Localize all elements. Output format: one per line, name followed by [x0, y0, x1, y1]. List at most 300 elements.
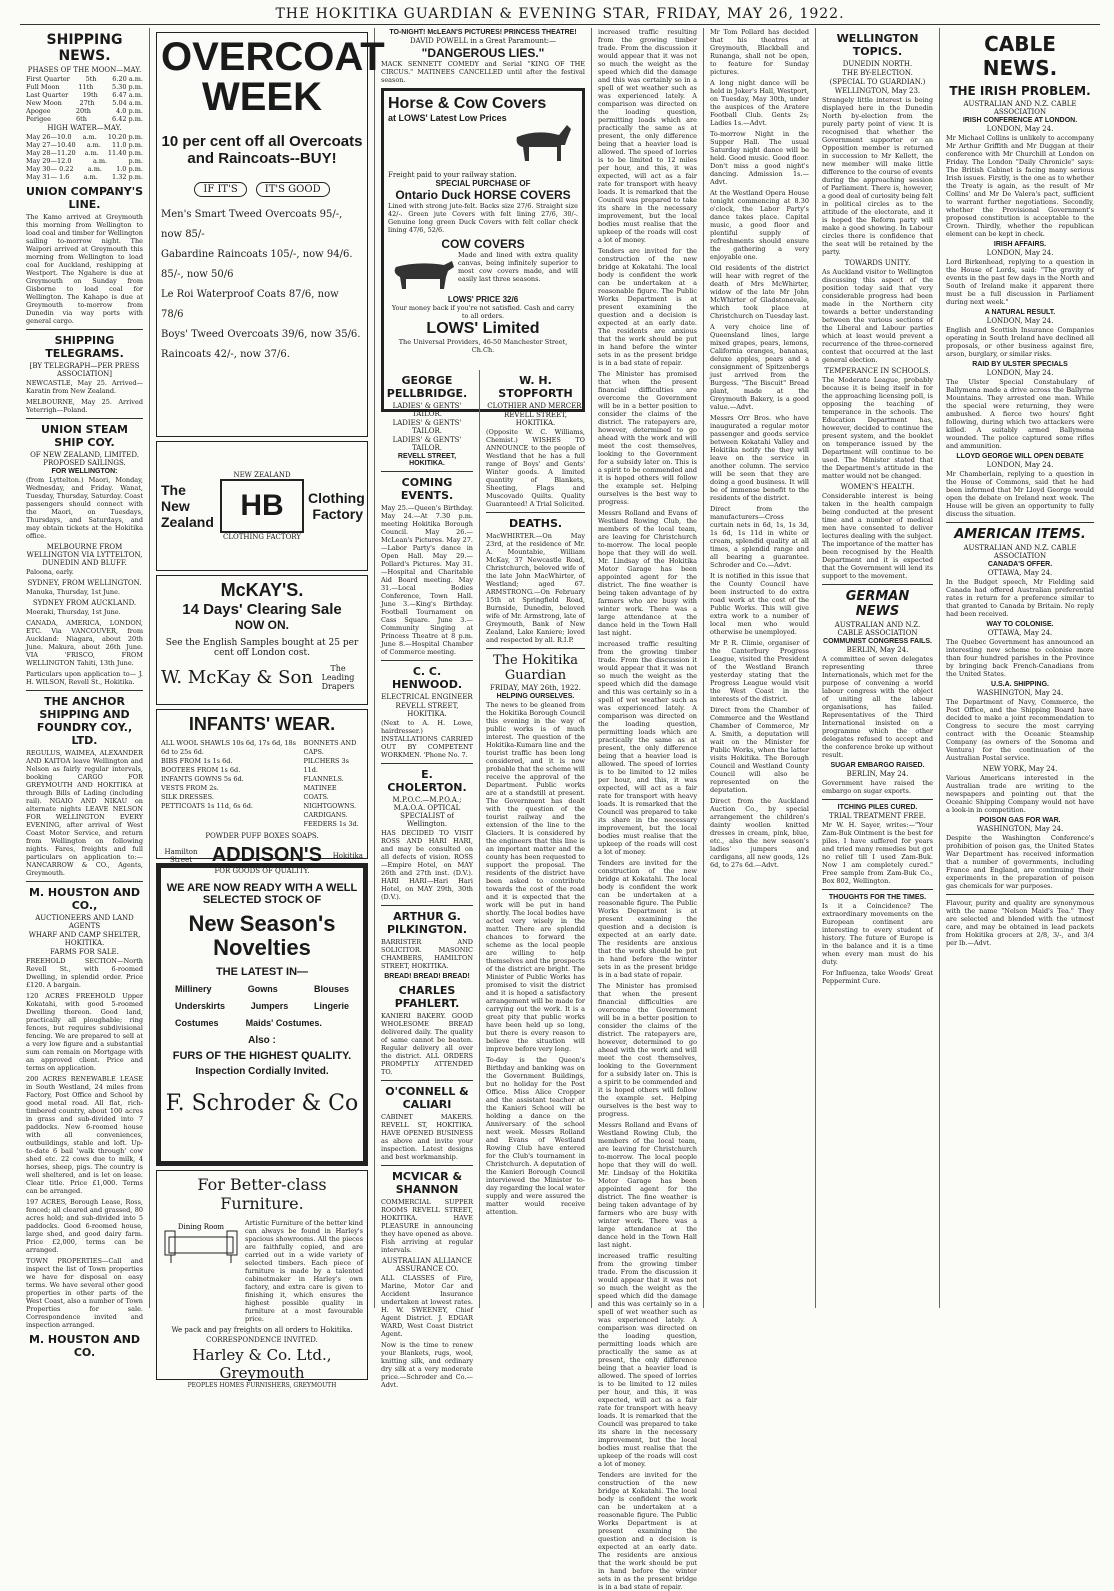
melb-title: MELBOURNE FROM WELLINGTON VIA LYTTELTON, DUNEDIN AND BLUFF.: [26, 543, 143, 567]
usc-title: UNION STEAM SHIP COY.: [40, 423, 129, 449]
pellbridge-addr: REVELL STREET, HOKITIKA.: [397, 453, 457, 467]
furniture-note: We pack and pay freights on all orders to Hokitika.: [171, 1326, 353, 1334]
furniture-corr: CORRESPONDENCE INVITED.: [206, 1336, 318, 1344]
column-business-left: [375, 370, 480, 1389]
infants-powder: POWDER PUFF BOXES SOAPS.: [205, 832, 319, 840]
cow-note: Your money back if you're not satisfied. Cash and carry to all orders.: [391, 304, 575, 320]
sugar-text: Government have raised the embargo on sugar exports.: [822, 779, 933, 795]
infants-item: PETTICOATS 1s 11d, 6s 6d.: [161, 802, 253, 810]
bread: BREAD! BREAD! BREAD!: [384, 973, 470, 980]
natural-date: LONDON, May 24.: [986, 317, 1054, 325]
local-text: To-day is the Queen's Birthday and banking was on the Government Buildings, but no holiday for the Post Office. Miss Alice Cropper and the assistant teacher at the Kanieri School will be holding a dance on the Anniversary of the school next week. Messrs Rolland and Evans of Westland Rowing Club have entered for the Club's tournament in Christchurch. A deputation of the Kanieri Borough Council interviewed the Minister to-day regarding the local water supply and were assured the matter would receive attention.: [486, 1056, 585, 1216]
table-cell: First Quarter: [26, 75, 70, 83]
poison-text: Despite the Washington Conference's prohibition of poison gas, the United States War Department has received information that a number of governments, including France and England, are continuing their experiments in the preparation of poison gas chemicals for war purposes.: [946, 834, 1094, 890]
telegrams-title: SHIPPING TELEGRAMS.: [45, 334, 124, 360]
houston-footer: M. HOUSTON AND CO.: [28, 1333, 141, 1359]
cholerton-sub: M.P.O.C.—M.P.O.A.; M.A.O.A. OPTICAL SPECIALIST of Wellington.: [392, 796, 462, 828]
novelty-item: Costumes: [175, 1018, 219, 1028]
poison-title: POISON GAS FOR WAR.: [979, 817, 1061, 824]
telegram-1: NEWCASTLE, May 25. Arrived—Karatin from New Zealand.: [26, 379, 143, 395]
table-cell: 11.0 p.m.: [111, 141, 143, 149]
table-cell: 4.0 p.m.: [116, 107, 143, 115]
temperance-title: TEMPERANCE IN SCHOOLS.: [824, 367, 931, 375]
stopforth-sub: CLOTHIER AND MERCER.: [487, 402, 584, 410]
cholerton-title: E. CHOLERTON.: [387, 768, 467, 794]
infants-item: SILK DRESSES.: [161, 793, 214, 801]
table-row: [26, 83, 143, 91]
infants-right: [303, 739, 363, 829]
lows-name: LOWS' Limited: [426, 320, 540, 337]
horse-freight: Freight paid to your railway station.: [388, 171, 517, 179]
wtopics-date: WELLINGTON, May 23.: [834, 87, 921, 95]
canada-date: OTTAWA, May 24.: [987, 569, 1053, 577]
column-editorial: [480, 370, 592, 1308]
divider: [486, 648, 585, 649]
table-cell: 19th: [82, 91, 98, 99]
temperance-text: The Moderate League, probably because it is being itself in for the approaching licensing poll, is opposing the teaching of temperance in the schools. The Education Department has, however, decided to continue the present system, and the booklet on temperance issued by the Department will continue to be used. The Minister stated that the Department's attitude in the matter would not be changed.: [822, 376, 933, 480]
addison-sub: FOR GOODS OF QUALITY.: [214, 867, 310, 875]
novelties-row: [175, 1018, 349, 1029]
farms-heading: FARMS FOR SALE.: [50, 948, 119, 956]
table-cell: a.m.: [82, 133, 97, 141]
affairs-date: LONDON, May 24.: [986, 249, 1054, 257]
lloyd-date: LONDON, May 24.: [986, 461, 1054, 469]
deaths-text: MacWHIRTER.—On May 23rd, at the residence of Mr. A. Mountabie, William McKay, 37 Newcastle Road, Christchurch, beloved wife of the late John MacWhirter, of Westland; aged 67. ARMSTRONG.—On February 15th at Springfield Road, Burnside, Dunedin, beloved wife of Mr. Armstrong, late of Greymouth, Bank of New Zealand, Lake Kaniere; loved and respected by all. R.I.P.: [486, 532, 585, 644]
table-cell: May 30— 0.22: [26, 165, 74, 173]
divider: [381, 905, 473, 906]
tailor: LADIES' & GENTS' TAILOR.: [392, 402, 462, 418]
colonise-title: WAY TO COLONISE.: [986, 621, 1054, 628]
mckay-footer: [161, 664, 363, 691]
infants-ad: [156, 709, 368, 875]
column-wellington: [816, 28, 940, 1308]
news-paragraph: Mr Tom Pollard has decided that his theatres at Greymouth, Blackball and Runanga, shall not be open, to feature for Sunday pictures.: [710, 28, 809, 76]
german-sub: AUSTRALIAN AND N.Z. CABLE ASSOCIATION: [834, 621, 921, 637]
hb-logo: HB: [220, 479, 304, 533]
news-paragraph: Direct from the Chamber of Commerce and the Westland Chamber of Commerce, Mr A. Smith, a deputation will wait on the Minister for Public Works, when the latter visits Hokitika. The Borough Council and Westland County Council will also be represented on the deputation.: [710, 706, 809, 794]
table-cell: 1.0 p.m.: [116, 165, 143, 173]
table-cell: 5th: [85, 75, 97, 83]
raid-title: RAID BY ULSTER SPECIALS: [972, 361, 1068, 368]
table-cell: Last Quarter: [26, 91, 69, 99]
american-sub: AUSTRALIAN AND N.Z. CABLE ASSOCIATION: [963, 544, 1077, 560]
novelty-item: Lingerie: [313, 1001, 349, 1011]
colonise-text: The Quebec Government has announced an interesting new scheme to colonise more than four hundred parishes in the Province by bringing back French-Canadians from the United States.: [946, 638, 1094, 678]
tide-table: [26, 133, 143, 181]
news-paragraph: The Minister has promised that when the present financial difficulties are overcome the Government will be in a better position to consider the claims of the district. The ratepayers are, however, determined to go ahead with the work and will meet the cost themselves, looking to the Government for a subsidy later on. This is a spirit to be commended and it is hoped others will follow the example set. Helping ourselves is the best way to progress.: [598, 370, 697, 506]
horse-ad: [381, 88, 585, 412]
leader-text: The news to be gleaned from the Hokitika Borough Council this evening in the way of public works is of much interest. The question of the Hokitika-Kumara line and the tourist traffic has been long considered, and it is now probable that the scheme will receive the approval of the Department. Public works are at a standstill at present. The Government has dealt with the question of the tourist railway and the extension of the line to the Glaciers. It is considered by the engineers that this line is an important matter and the county has been requested to support the proposal. The residents of the district have been asked to contribute towards the cost of the road and it is expected that the work will be put in hand shortly. The local bodies have acted very wisely in the matter. There are splendid chances to forward the scheme as the local people are willing to help themselves and the prospects of the district are bright. The Minister of Public Works has promised to visit the district and it is hoped a satisfactory arrangement will be made for carrying out the work. It is a great pity that public works have been held up so long, but there is every reason to believe the situation will improve before very long.: [486, 701, 585, 1053]
overcoat-title-1: OVERCOAT: [161, 35, 385, 79]
addison-right: Hokitika: [332, 851, 363, 860]
overcoat-title-2: WEEK: [202, 75, 322, 119]
paper-title: The Hokitika Guardian: [492, 653, 579, 683]
harley: Harley & Co. Ltd., Greymouth: [192, 1346, 332, 1382]
infants-left: [161, 739, 303, 829]
canada-text: CANADA, AMERICA, LONDON, ETC. Via VANCOUVER, from Auckland: Niagara, about 20th June. Makura, about 26th June. VIA 'FRISCO, FROM WELLINGTON Tahiti, 13th June.: [26, 619, 143, 667]
mckay-drapers: The Leading Drapers: [321, 664, 355, 691]
table-cell: May 26—10.0: [26, 133, 72, 141]
table-row: [26, 149, 143, 157]
mckay-title: McKAY'S.: [220, 580, 304, 600]
infants-item: FEEDERS 1s 3d.: [303, 820, 359, 828]
colonise-date: OTTAWA, May 24.: [987, 629, 1053, 637]
infants-item: INFANTS GOWNS 5s 6d.: [161, 775, 244, 783]
mcvicar-text: COMMERCIAL SUPPER ROOMS REVELL STREET, HOKITIKA. HAVE PLEASURE in announcing they have opened as above. Fish arriving at regular intervals.: [381, 1198, 473, 1254]
footer-note: Now is the time to renew your Blankets, rugs, wool, knitting silk, and ordinary dry silk at a very moderate price.—Schroder and Co.—Advt.: [381, 1341, 473, 1389]
infants-item: BIBS FROM 1s 1s 6d.: [161, 757, 233, 765]
infants-item: NIGHTGOWNS.: [303, 802, 357, 810]
sugar-date: BERLIN, May 24.: [846, 770, 909, 778]
cow-text: Made and lined with extra quality canvas, being infinitely superior to most cow covers made, and will easily last three seasons.: [458, 251, 578, 283]
irish-sub: AUSTRALIAN AND N.Z. CABLE ASSOCIATION: [963, 100, 1077, 116]
shipping-title: U.S.A. SHIPPING.: [991, 681, 1049, 688]
itching-sub: TRIAL TREATMENT FREE.: [829, 812, 926, 820]
novelties-invite: Inspection Cordially Invited.: [195, 1066, 329, 1077]
usc-wellington: FOR WELLINGTON:: [51, 468, 118, 475]
table-cell: a.m.: [83, 173, 98, 181]
alliance-title: AUSTRALIAN ALLIANCE ASSURANCE CO.: [381, 1257, 473, 1273]
news-paragraph: Direct from the manufacturers—Cross curtain nets in 6d, 1s, 1s 3d, 1s 6d, 1s 11d in white or cream, splendid quality at all times, a splendid range and all bearing a guarantee. Schroder and Co.—Advt.: [710, 505, 809, 569]
column-news-b: [704, 28, 816, 1308]
lloyd-title: LLOYD GEORGE WILL OPEN DEBATE: [956, 453, 1084, 460]
column-news-a: [592, 28, 704, 1591]
affairs-text: Lord Birkenhead, replying to a question in the House of Lords, said: "The gravity of events in the past few days in the North and South of Ireland make it apparent there must be a full discussion in Parliament during next week.": [946, 258, 1094, 306]
henwood-addr: REVELL STREET, HOKITIKA.: [395, 702, 459, 718]
news-paragraph: Messrs Rolland and Evans of Westland Rowing Club, the members of the local team, are leaving for Christchurch to-morrow. The local people hope that they will do well. Mr. Lindsay of the Hokitika Motor Garage has been appointed agent for the district. The fine weather is being taken advantage of by farmers who are busy with winter work. There was a large attendance at the dance held in the Town Hall last night.: [598, 509, 697, 637]
cow-title: COW COVERS: [441, 237, 525, 251]
overcoat-item: 85/-, now 50/6: [161, 269, 234, 280]
henwood-title: C. C. HENWOOD.: [391, 665, 463, 691]
table-cell: Perigee: [26, 115, 51, 123]
novelty-item: Maids' Costumes.: [245, 1018, 322, 1028]
horse-icon: [507, 117, 577, 167]
pfahlert-text: KANIERI BAKERY. GOOD WHOLESOME BREAD delivered daily. The quality of same cannot be beaten. Regular delivery all over the district. ALL ORDERS PROMPTLY ATTENDED TO.: [381, 1012, 473, 1076]
divider: [381, 471, 473, 472]
american-title: AMERICAN ITEMS.: [954, 527, 1086, 542]
sugar-title: SUGAR EMBARGO RAISED.: [830, 762, 925, 769]
raid-text: The Ulster Special Constabulary of Ballymena made a drive across the Ballyrne Mountains. They arrested one man. While the special were returning, they were ambushed. A fierce two hours' fight following, during which two attackers were killed. A suitably armed Ballymena wounded. The police captured some rifles and ammunition.: [946, 378, 1094, 450]
tailor: LADIES' & GENTS' TAILOR.: [392, 436, 462, 452]
table-cell: 1.32 p.m.: [112, 173, 143, 181]
natural-text: English and Scottish Insurance Companies operating in South Ireland have declined all proposals, or other business against fire, arson, burglary, or similar risks.: [946, 326, 1094, 358]
divider: [822, 584, 933, 585]
addison-name: ADDISON'S: [211, 844, 323, 866]
divider: [946, 894, 1094, 895]
news-paragraph: Tenders are invited for the construction of the new bridge at Kokatahi. The local body is confident the work can be undertaken at a reasonable figure. The Public Works Department is at present examining the question and a decision is expected at an early date. The residents are anxious that the work should be put in hand before the winter sets in as the present bridge is in a bad state of repair.: [598, 247, 697, 367]
overcoat-tag-left: IF IT'S: [194, 182, 246, 197]
novelties-intro: WE ARE NOW READY WITH A WELL SELECTED STOCK OF: [166, 882, 358, 906]
sofa-icon: [161, 1219, 241, 1269]
affairs-title: IRISH AFFAIRS.: [993, 241, 1047, 248]
table-row: [26, 133, 143, 141]
pilkington-title: ARTHUR G. PILKINGTON.: [386, 910, 468, 936]
schroder: F. Schroder & Co: [165, 1091, 359, 1116]
anchor-text: REGULUS, WAIMEA, ALEXANDER AND KAITOA leave Wellington and Nelson as fairly regular intervals, booking CARGO FOR GREYMOUTH AND HOKITIKA at through Bills of Lading (including rail). NGAIO AND NIKAU on alternate nights LEAVE NELSON FOR WELLINGTON EVERY EVENING, after arrival of West Coast Motor Service, and return from Wellington on following nights. Fares, freights and full particulars on application to:— NANCARROW & CO., Agents, Greymouth.: [26, 749, 143, 877]
irish-head: IRISH CONFERENCE AT LONDON.: [962, 117, 1078, 124]
table-cell: 11.40 p.m.: [107, 149, 143, 157]
addison-left: Hamilton Street: [164, 847, 198, 864]
divider: [26, 329, 143, 330]
tide-title: HIGH WATER—MAY.: [47, 124, 122, 132]
table-cell: p.m.: [128, 157, 143, 165]
poison-date: WASHINGTON, May 24.: [976, 825, 1064, 833]
coming-title: COMING EVENTS.: [400, 476, 454, 502]
wtopics-byelection: THE BY-ELECTION.: [842, 69, 913, 77]
table-cell: 20th: [75, 107, 91, 115]
news-paragraph: Old residents of the district will hear with regret of the death of Mrs McWhirter, widow of the late Mr John McWhirter of Gladstonevale, which took place at Christchurch on Tuesday last.: [710, 264, 809, 320]
mckay-ad: [156, 575, 368, 705]
pictures-text: DAVID POWELL in a Great Paramount:—: [409, 37, 557, 45]
infants-item: BOOTEES FROM 1s 6d.: [161, 766, 241, 774]
table-cell: May 28—11.20: [26, 149, 76, 157]
mckay-sale: 14 Days' Clearing Sale: [182, 601, 342, 618]
furniture-title: For Better-class Furniture.: [197, 1175, 327, 1213]
news-paragraph: Messrs Orr Bros. who have inaugurated a regular motor passenger and goods service between Kokatahi Valley and Hokitika notify the they will leave on the service in another column. The service will be seen that they are doing a good business. It will be of immense benefit to the residents of the district.: [710, 414, 809, 502]
auckland-text: Moeraki, Thursday, 1st June.: [26, 608, 121, 616]
henwood-text: (Next to A. H. Lowe, hairdresser.) INSTALLATIONS CARRIED OUT BY COMPETENT WORKMEN. 'Phone No. 7.: [381, 719, 473, 759]
harley-sub: PEOPLES HOMES FURNISHERS, GREYMOUTH: [187, 1382, 337, 1389]
mckay-text: See the English Samples bought at 25 per cent off London cost.: [165, 638, 359, 658]
overcoat-headline: 10 per cent off all Overcoats and Raincoats--BUY!: [161, 133, 363, 167]
acres197-text: 197 ACRES, Borough Lease, Ross, fenced; all cleared and grassed, 80 acres hold; and sub-divided into 5 paddocks. Good 6-roomed house, large shed, and good dairy farm. Price £2,000, terms can be arranged.: [26, 1198, 143, 1254]
thoughts-footer: For Influenza, take Woods' Great Peppermint Cure.: [822, 969, 933, 985]
news-paragraph: Tenders are invited for the construction of the new bridge at Kokatahi. The local body is confident the work can be undertaken at a reasonable figure. The Public Works Department is at present examining the question and a decision is expected at an early date. The residents are anxious that the work should be put in hand before the winter sets in as the present bridge is in a bad state of repair.: [598, 1471, 697, 1591]
oconnell-title: O'CONNELL & CALIARI: [385, 1085, 469, 1111]
auckland-title: SYDNEY FROM AUCKLAND.: [32, 599, 137, 607]
overcoat-item: Men's Smart Tweed Overcoats 95/-, now 85/-: [161, 209, 343, 240]
itching-text: Mr W. H. Sayer, writes:—"Your Zam-Buk Ointment is the best for piles. I have suffered for years and tried many remedies but got no relief till I used Zam-Buk. Now I am completely cured." Free sample from Zam-Buk Co., Box 802, Wellington.: [822, 821, 933, 885]
canada-title: CANADA'S OFFER.: [987, 561, 1053, 568]
news-paragraph: Mr P. R. Climie, organiser of the Canterbury Progress League, visited the President of the Westland Branch yesterday stating that the Progress League would visit the West Coast in the interests of the district.: [710, 639, 809, 703]
stopforth-title: W. H. STOPFORTH: [498, 374, 573, 400]
table-cell: May 29—12.0: [26, 157, 72, 165]
hb-left: The New Zealand: [161, 482, 214, 530]
wtopics-unity: TOWARDS UNITY.: [844, 259, 911, 267]
novelty-item: Blouses: [313, 984, 349, 994]
oconnell-text: CABINET MAKERS. REVELL ST, HOKITIKA. HAVE OPENED BUSINESS as above and invite your inspection. Latest designs and best workmanship.: [381, 1113, 473, 1161]
table-cell: 11th: [78, 83, 94, 91]
novelties-title: New Season's Novelties: [188, 911, 336, 960]
itching-title: ITCHING PILES CURED.: [837, 804, 918, 811]
table-row: [26, 99, 143, 107]
coming-text: May 25.—Queen's Birthday. May 24.—At 7.30 p.m. meeting Hokitika Borough Council. May 26.—McLean's Pictures. May 27.—Labor Party's dance in Open Hall. May 29.—Pollard's Pictures. May 31.—Hospital and Charitable Aid Board meeting. May 31.—Local Bodies Conference, Town Hall. June 3.—King's Birthday. Football Tournament on Cass Square. June 3.—Community Singing at Princess Theatre at 8 p.m. June 8.—Hospital Chamber of Commerce meeting.: [381, 504, 473, 656]
usc-sub: OF NEW ZEALAND, LIMITED. PROPOSED SAILINGS.: [30, 451, 139, 467]
table-cell: a.m.: [92, 157, 108, 165]
pilkington-text: BARRISTER AND SOLICITOR. MASONIC CHAMBERS, HAMILTON STREET, HOKITIKA.: [381, 938, 473, 970]
table-cell: 5.30 p.m.: [111, 83, 143, 91]
table-cell: 5.04 a.m.: [112, 99, 143, 107]
overcoat-item: Le Roi Waterproof Coats 87/6, now 78/6: [161, 289, 339, 320]
divider: [26, 418, 143, 419]
table-cell: a.m.: [84, 149, 99, 157]
horse-lined: Lined with strong jute-felt. Backs size 27/6. Straight size 42/-. Green jute Covers with felt lining 27/6, 30/-. Genuine long green Duck Covers with felt collar check lining 47/6, 52/6.: [388, 202, 578, 234]
news-paragraph: To-morrow Night in the Supper Hall. The usual Saturday night dance will be held. Good music. Good floor. Don't miss a good night's dancing. Admission 1s.—Advt.: [710, 130, 809, 186]
table-cell: a.m.: [87, 165, 102, 173]
freehold-text: FREEHOLD SECTION—North Revell St., with 6-roomed Dwelling, in splendid order. Price £120. A bargain.: [26, 957, 143, 989]
table-cell: May 31— 1.6: [26, 173, 70, 181]
pictures-more: MACK SENNETT COMEDY and Serial "KING OF THE CIRCUS." MATINEES CANCELLED until after the festival season.: [381, 60, 585, 84]
novelties-ad: [156, 863, 368, 1166]
hb-ad: [156, 441, 368, 571]
overcoat-item: Gabardine Raincoats 105/-, now 94/6.: [161, 249, 353, 260]
moon-title: PHASES OF THE MOON—MAY.: [27, 66, 142, 74]
acres120-text: 120 ACRES FREEHOLD Upper Kokatahi, with good 5-roomed Dwelling thereon. Good land, practically all ploughable; ring fences, but requires subdivisional fencing. We are prepared to sell at a very low figure and a substantial sum can remain on Mortgage with an approved client. Price and terms on application.: [26, 992, 143, 1072]
news-paragraph: Direct from the Auckland Auction Co., by special arrangement the children's dainty woollen knitted dresses in cream, pink, blue, etc., also the new season's ladies' jumpers and cardigans, all new goods, 12s 6d, to 27s 6d.—Advt.: [710, 797, 809, 869]
pfahlert-title: CHARLES PFAHLERT.: [394, 984, 460, 1010]
cholerton-text: HAS DECIDED TO VISIT ROSS AND HARI HARI, and may be consulted on all defects of vision. ROSS—Empire Hotel, on MAY 26th and 27th inst. (D.V.). HARI HARI—Hari Hari Hotel, on MAY 29th, 30th (D.V.).: [381, 829, 473, 901]
table-cell: 10.20 p.m.: [107, 133, 143, 141]
women-title: WOMEN'S HEALTH.: [840, 483, 915, 491]
table-cell: New Moon: [26, 99, 62, 107]
divider: [822, 799, 933, 800]
mcvicar-title: MCVICAR & SHANNON: [391, 1170, 463, 1196]
infants-item: BONNETS AND CAPS.: [303, 739, 357, 756]
news-paragraph: increased traffic resulting from the growing timber trade. From the discussion it would appear that it was not so much the weight as the speed which did the damage and this was certainly so in a spell of wet weather such as was experienced lately. A comparison was directed on the loading question, permitting loads which are practically the same as at present, the only difference being that a heavier load is allowed. The speed of lorries is to be limited to 12 miles per hour, and this, it was expected, will act as a fair rate for transport with heavy loads. It is remarked that the Council was prepared to take its share in the necessary improvement, but the local bodies must realise that the upkeep of the roads will cost a lot of money.: [598, 640, 697, 856]
overcoat-tag: [161, 177, 363, 199]
lows-sub: The Universal Providers, 46-50 Manchester Street, Ch.Ch.: [398, 338, 568, 354]
novelties-also: Also :: [248, 1035, 276, 1046]
novelties-latest: THE LATEST IN—: [215, 966, 309, 978]
particulars: Particulars upon application to— J. H. WILSON, Revell St., Hokitika.: [26, 670, 143, 686]
anchor-title: THE ANCHOR SHIPPING AND FOUNDRY COY., LTD.: [36, 695, 133, 747]
column-cable: [940, 28, 1100, 1308]
shipping-text: The Department of Navy, Commerce, the Post Office, and the Shipping Board have decided to make a joint recommendation to Congress to secure the most carrying contract with the Oceanic Steamship Company (as owners of the Sonoma and Ventura) for the continuation of the Australian Postal service.: [946, 698, 1094, 762]
deaths-title: DEATHS.: [508, 517, 563, 530]
alliance-text: ALL CLASSES of Fire, Marine, Motor Car and Accident Insurance undertaken at lowest rates. H. W. SWEENEY, Chief Agent District. J. EDGAR WARD, West Coast District Agent.: [381, 1274, 473, 1338]
paper-date: FRIDAY, MAY 26th, 1922.: [490, 684, 581, 692]
lloyd-text: Mr Chamberlain, replying to a question in the House of Commons, said that he had been informed that Mr Lloyd George would open the debate on Ireland next week. The House will be given an opportunity to fully discuss the situation.: [946, 470, 1094, 518]
novelty-item: Gowns: [247, 984, 278, 994]
horse-title: Horse & Cow Covers: [388, 95, 547, 112]
novelties-furs: FURS OF THE HIGHEST QUALITY.: [172, 1050, 352, 1062]
moon-table: [26, 75, 143, 123]
irish-text: Mr Michael Collins is unlikely to accompany Mr Arthur Griffith and Mr Duggan at their conference with Mr Churchill at London on Friday. The London "Daily Chronicle" says: The British Cabinet is facing many serious Irish issues. Firstly, is the one as to whether the Treaty is again, as the result of Mr Collins' and Mr De Valera's pact, sufficient to warrant further negotiations. Secondly, whether the Provisional Government's proposed constitution is acceptable to the Crown. Thirdly, whether the republican element can be kept in check.: [946, 134, 1094, 238]
wtopics-title: WELLINGTON TOPICS.: [836, 32, 919, 58]
divider: [822, 889, 933, 890]
news-paragraph: At the Westland Opera House tonight commencing at 8.30 o'clock, the Labor Party's dance takes place. Capital music, a good floor and plentiful supply of refreshments should ensure the gathering a very enjoyable one.: [710, 189, 809, 261]
shipping-title: SHIPPING NEWS.: [46, 32, 123, 64]
infants-item: PILCHERS 3s 11d.: [303, 757, 350, 774]
infants-lists: [161, 739, 363, 829]
infants-title: INFANTS' WEAR.: [188, 714, 336, 734]
irish-date: LONDON, May 24.: [986, 125, 1054, 133]
divider: [381, 1165, 473, 1166]
congress-title: COMMUNIST CONGRESS FAILS.: [823, 638, 932, 645]
pictures-head: TO-NIGHT! McLEAN'S PICTURES! PRINCESS THEATRE!: [389, 29, 577, 36]
union-title: UNION COMPANY'S LINE.: [26, 185, 144, 211]
hb-sub: CLOTHING FACTORY: [223, 533, 301, 541]
usc-text: (from Lyttelton.) Maori, Monday, Wednesday, and Friday. Wanat, Tuesday, Thursday, Saturday. Coast passengers should connect with the Maori, on Tuesdays, Thursdays, and Saturdays, and may obtain tickets at the Hokitika office.: [26, 476, 143, 540]
divider: [946, 522, 1094, 523]
table-cell: 6.42 p.m.: [112, 115, 143, 123]
wtopics-text: Strangely little interest is being displayed here in the Dunedin North by-election from the purely party point of view. It is recognised that whether the Government supporter or an Opposition member is returned in succession to Mr Kellett, the new member will make little difference to the course of events during the approaching session of Parliament. There is, however, a good deal of curiosity being felt in political circles as to the attitude of the electorate, and it is hoped the Reform party will make a good showing. In Labour circles there is confidence that the seat will be retained by the party.: [822, 96, 933, 256]
table-cell: May 27—10.40: [26, 141, 76, 149]
divider: [381, 1080, 473, 1081]
henwood-sub: ELECTRICAL ENGINEER: [381, 693, 473, 701]
infants-item: ALL WOOL SHAWLS 10s 6d, 17s 6d, 18s 6d to 25s 6d.: [161, 739, 296, 756]
telegrams-sub: [BY TELEGRAPH—PER PRESS ASSOCIATION]: [29, 362, 140, 378]
horse-special: SPECIAL PURCHASE OF: [435, 179, 531, 188]
table-row: [26, 115, 143, 123]
news-paragraph: increased traffic resulting from the growing timber trade. From the discussion it would appear that it was not so much the weight as the speed which did the damage and this was certainly so in a spell of wet weather such as was experienced lately. A comparison was directed on the loading question, permitting loads which are practically the same as at present, the only difference being that a heavier load is allowed. The speed of lorries is to be limited to 12 miles per hour, and this, it was expected, will act as a fair rate for transport with heavy loads. It is remarked that the Council was prepared to take its share in the necessary improvement, but the local bodies must realise that the upkeep of the roads will cost a lot of money.: [598, 1252, 697, 1468]
news-paragraph: Tenders are invited for the construction of the new bridge at Kokatahi. The local body is confident the work can be undertaken at a reasonable figure. The Public Works Department is at present examining the question and a decision is expected at an early date. The residents are anxious that the work should be put in hand before the winter sets in as the present bridge is in a bad state of repair.: [598, 859, 697, 979]
news-paragraph: A long night dance will be held in Joker's Hall, Westport, on Tuesday, May 30th, under the auspices of the Aratere Football Club. Gents 2s; Ladies 1s.—Advt.: [710, 79, 809, 127]
shipping-date: WASHINGTON, May 24.: [976, 689, 1064, 697]
table-row: [26, 107, 143, 115]
novelties-row: [175, 1001, 349, 1012]
column-ads: [150, 28, 385, 1389]
union-text: The Kamo arrived at Greymouth this morning from Wellington to load coal and timber for Wellington sailing to-morrow night. The Waipori arrived at Greymouth this morning from Wellington to load coal for Auckland, reshipping at Westport. The Ngahere is due at Greymouth on Sunday from Gisborne to load coal for Wellington. The Kahapo is due at Greymouth to-morrow from Dunedin via way ports with general cargo.: [26, 213, 143, 325]
table-row: [26, 157, 143, 165]
telegram-2: MELBOURNE, May 25. Arrived Yeterrigh—Poland.: [26, 398, 143, 414]
mckay-now: NOW ON.: [235, 618, 289, 632]
wtopics-sub: DUNEDIN NORTH.: [842, 60, 913, 68]
hb-banner: NEW ZEALAND: [233, 471, 291, 479]
column-shipping: [20, 28, 150, 1359]
town-text: TOWN PROPERTIES—Call and inspect the list of Town properties we have for disposal on easy terms. We have several other good properties in other parts of the West Coast, also a number of Town Properties for sale. Correspondence invited and inspection arranged.: [26, 1257, 143, 1329]
furniture-body: [161, 1219, 363, 1326]
furniture-text: Artistic Furniture of the better kind can always be found in Harley's spacious showrooms. All the pieces are faithfully copied, and are carried out in a wide variety of selected timbers. Each piece of furniture is made by a talented cabinetmaker in Harley's own factory, and extra care is given to finishing it, which ensures the highest possible quality in furniture at a most favourable price.: [245, 1219, 363, 1323]
furniture-ad: [156, 1170, 368, 1389]
houston-sub: AUCTIONEERS AND LAND AGENTS: [35, 914, 134, 930]
infants-item: MATINEE COATS.: [303, 784, 337, 801]
pellbridge-title: GEORGE PELLBRIDGE.: [386, 374, 468, 400]
novelty-item: Underskirts: [175, 1001, 226, 1011]
news-paragraph: It is notified in this issue that the County Council have been instructed to do extra road work at the cost of the Public Works. This will give extra work to a number of local men who would otherwise be unemployed.: [710, 572, 809, 636]
tailor: LADIES' & GENTS' TAILOR.: [392, 419, 462, 435]
cow-price: LOWS' PRICE 32/6: [447, 295, 519, 304]
overcoat-item: Raincoats 42/-, now 37/6.: [161, 349, 290, 360]
divider: [486, 512, 585, 513]
acres200-text: 200 ACRES RENEWABLE LEASE in South Westland, 24 miles from Factory, Post Office and School by good metal road. All flat, rich-timbered country, about 100 acres in grass and sub-divided into 7 paddocks. New 6-roomed house with all conveniences, outbuildings, stable and loft. Up-to-date 6 bail 'walk through' cow shed etc. 22 cows due to milk, 4 horses, sheep, pigs. The country is well sheltered, and is let on lease. Clear title. Price £1,000. Terms can be arranged.: [26, 1075, 143, 1195]
sydney-text: Manuka, Thursday, 1st June.: [26, 588, 121, 596]
thoughts-title: THOUGHTS FOR THE TIMES.: [828, 894, 927, 901]
congress-date: BERLIN, May 24.: [846, 646, 909, 654]
footer-text: Flavour, purity and quality are synonymous with the name "Nelson Maid's Tea." They are selected and blended with the utmost care, and may be obtained in lead packets from Hokitika grocers at 2/8, 3/-, and 3/4 per lb.—Advt.: [946, 899, 1094, 947]
table-cell: 6.20 a.m.: [112, 75, 143, 83]
news-paragraph: A very choice line of Queensland lines, large mixed grapes, pears, lemons, California oranges, bananas, deluxe apples, pears and a consignment of Spitzenbergs just arrived from the Burgess. "The Biscuit" Bread plant, made at the Greymouth Bakery, is a good value.—Advt.: [710, 323, 809, 411]
congress-text: A committee of seven delegates representing three Internationals, which met for the purpose of convening a world labour congress with the object of uniting all the labour organisations, has failed. Representatives of the Third International insisted on a programme which the other delegates refused to accept and the conference broke up without result.: [822, 655, 933, 759]
novelties-row: [175, 984, 349, 995]
infants-item: VESTS FROM 2s.: [161, 784, 219, 792]
hb-logo-group: [220, 471, 304, 541]
news-paragraph: Messrs Rolland and Evans of Westland Rowing Club, the members of the local team, are leaving for Christchurch to-morrow. The local people hope that they will do well. Mr. Lindsay of the Hokitika Motor Garage has been appointed agent for the district. The fine weather is being taken advantage of by farmers who are busy with winter work. There was a large attendance at the dance held in the Town Hall last night.: [598, 1121, 697, 1249]
novelty-item: Millinery: [175, 984, 212, 994]
table-cell: Apogee: [26, 107, 51, 115]
houston-sub2: WHARF AND CAMP SHELTER, HOKITIKA.: [28, 931, 141, 947]
stopforth-addr: REVELL STREET, HOKITIKA.: [504, 411, 567, 427]
table-row: [26, 75, 143, 83]
women-text: Considerable interest is being taken in the health campaign being conducted at the present time and a number of medical men have consented to deliver lectures dealing with the subject. The importance of the matter has been recognised by the Health Department and it is expected that the Government will lend its support to the movement.: [822, 492, 933, 580]
infants-item: CARDIGANS.: [303, 811, 348, 819]
divider: [26, 690, 143, 691]
divider: [26, 881, 143, 882]
stopforth-text: (Opposite W. C. Williams, Chemist.) WISHES TO ANNOUNCE to the people of Westland that he has a full range of Boys' and Gents' Winter goods. A limited quantity of Blankets, Sheeting, Flags and Muscovado Quilts. Quality Guaranteed! A Trial Solicited.: [486, 428, 585, 508]
divider: [381, 660, 473, 661]
raid-date: LONDON, May 24.: [986, 369, 1054, 377]
ny-title: NEW YORK, May 24.: [982, 765, 1058, 773]
leader-title: HELPING OURSELVES.: [496, 693, 575, 700]
horse-at: at LOWS' Latest Low Prices: [388, 113, 507, 123]
canada-text: In the Budget speech, Mr Fielding said Canada had offered Australian preferential rates in return for a preference similar to that granted to Canada by Britain. No reply had been received.: [946, 578, 1094, 618]
table-row: [26, 141, 143, 149]
german-title: GERMAN NEWS: [845, 589, 910, 619]
hb-right: Clothing Factory: [308, 490, 365, 522]
melb-text: Paloona, early.: [26, 568, 74, 576]
horse-ontario: Ontario Duck HORSE COVERS: [395, 188, 571, 202]
thoughts-text: Is it a Coincidence? The extraordinary movements on the European continent are interesting to every student of history. The future of Europe is in the balance and it is a time when every man must do his duty.: [822, 902, 933, 966]
